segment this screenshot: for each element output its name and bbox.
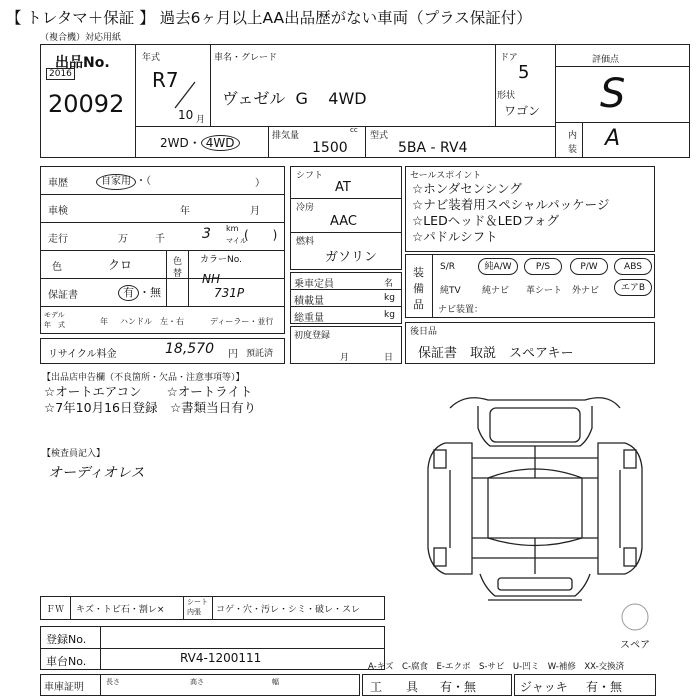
drivetrain [160, 134, 240, 151]
interior-label-2: 装 [568, 145, 578, 155]
equipment-navi-device: ナビ装置： [438, 305, 484, 315]
model-code-label: 型式 [370, 131, 389, 141]
equipment-label-1: 装 [413, 266, 424, 279]
cert-width: 幅 [272, 678, 279, 686]
equipment-sr: S/R [440, 262, 455, 272]
equipment-ps: P/S [524, 258, 562, 275]
car-label: 車名・グレード [214, 53, 278, 63]
history-private: 自家用 [96, 174, 136, 190]
ac-value: AAC [330, 214, 357, 229]
drivetrain-4wd: 4WD [201, 135, 240, 151]
load-unit: kg [384, 293, 395, 303]
capacity-unit: 名 [384, 279, 394, 289]
equipment-label-2: 備 [413, 282, 424, 295]
accessories-label: 後日品 [410, 327, 438, 337]
shift-value: AT [335, 180, 351, 195]
interior-value: A [605, 126, 621, 151]
history-value [96, 172, 151, 190]
color-no-label: カラーNo. [200, 255, 242, 265]
chassis-label: 車台No. [46, 655, 87, 668]
jack-value: 有・無 [586, 680, 623, 694]
damage-legend: A-キズ C-腐食 E-エクボ S-サビ U-凹ミ W-補修 XX-交換済 [368, 662, 625, 672]
spare-tire-icon [620, 602, 650, 632]
doors-label: ドア [500, 53, 518, 63]
equipment-navi: 純ナビ [482, 286, 510, 296]
chassis-value: RV4-1200111 [180, 651, 262, 665]
recycle-label: リサイクル料金 [48, 349, 117, 360]
lot-year-box: 2016 [46, 68, 75, 80]
car-name-text: ヴェゼル [222, 89, 286, 108]
sub-note: （複合機）対応用紙 [40, 33, 122, 43]
model-year-handle: ハンドル 左・右 [120, 317, 184, 326]
color-label: 色 [52, 262, 62, 273]
shape-label: 形状 [497, 91, 516, 101]
mileage-sen: 千 [155, 234, 165, 245]
capacity-label: 乗車定員 [294, 279, 334, 290]
warranty-value [118, 284, 161, 301]
history-sep: ・（ [136, 176, 151, 187]
car-drive: 4WD [328, 89, 367, 108]
equipment-leather: 革シート [526, 286, 563, 296]
registration-label: 登録No. [46, 633, 87, 646]
page-title: 【 トレタマ＋保証 】 過去6ヶ月以上AA出品歴がない車両（プラス保証付） [6, 9, 532, 27]
mileage-man: 万 [118, 234, 128, 245]
displacement-label: 排気量 [272, 131, 300, 141]
score-value: S [600, 71, 626, 117]
inspection-label: 車検 [48, 206, 68, 217]
gross-label: 総重量 [294, 313, 324, 324]
sales-point-item: ☆ホンダセンシング [412, 181, 522, 196]
sales-point-item: ☆パドルシフト [412, 229, 498, 244]
notes-line-2: ☆7年10月16日登録 ☆書類当日有り [44, 400, 257, 415]
equipment-label-3: 品 [413, 298, 424, 311]
displacement-value: 1500 [312, 140, 348, 156]
color-no-2: 731P [214, 286, 245, 300]
fw-seat-1: シート [187, 598, 208, 606]
fw-value: キズ・トビ石・割レ× [76, 605, 165, 615]
inspection-month: 月 [250, 206, 260, 217]
tools-value: 有・無 [440, 680, 477, 694]
warranty-label: 保証書 [48, 290, 78, 301]
fw-seat-2: 内張 [187, 608, 201, 616]
load-label: 積載量 [294, 296, 324, 307]
score-label: 評価点 [592, 55, 620, 65]
equipment-pw: P/W [570, 258, 608, 275]
lot-label: 出品No. [55, 55, 110, 71]
inspector-label: 【検査員記入】 [42, 449, 106, 459]
displacement-unit: cc [350, 126, 358, 134]
sales-point-item: ☆ナビ装着用スペシャルパッケージ [412, 197, 610, 212]
color-value: クロ [108, 258, 133, 272]
interior-label-1: 内 [568, 131, 578, 141]
equipment-abs: ABS [614, 258, 652, 275]
model-year-year: 年 [100, 317, 108, 326]
sales-points-label: セールスポイント [410, 171, 482, 181]
spare-label: スペア [620, 640, 650, 651]
mileage-mile: マイル [226, 237, 247, 245]
model-year-label-2: 年 式 [44, 321, 65, 329]
color-change-2: 替 [173, 269, 183, 279]
warranty-no: 無 [150, 286, 161, 299]
year-label: 年式 [142, 53, 161, 63]
inspector-handwriting: オーディオレス [48, 465, 145, 481]
gross-unit: kg [384, 310, 395, 320]
mileage-paren: ( ) [244, 228, 278, 242]
fuel-label: 燃料 [296, 237, 315, 247]
model-year-label-1: モデル [44, 311, 65, 319]
equipment-ext-navi: 外ナビ [572, 286, 600, 296]
first-reg-month: 月 [340, 353, 350, 363]
recycle-value: 18,570 [165, 341, 214, 357]
year-slash [170, 80, 200, 110]
model-code-value: 5BA - RV4 [398, 140, 468, 156]
recycle-unit: 円 [228, 349, 238, 360]
doors-value: 5 [518, 62, 530, 83]
equipment-alloy: 純A/W [478, 258, 518, 275]
cert-height: 高さ [190, 678, 204, 686]
cert-label: 車庫証明 [44, 682, 84, 693]
shift-label: シフト [296, 171, 324, 181]
sales-point-item: ☆LEDヘッド＆LEDフォグ [412, 213, 560, 228]
shape-value: ワゴン [504, 104, 541, 118]
mileage-value: 3 [202, 226, 211, 242]
ac-label: 冷房 [296, 203, 315, 213]
accessories-value: 保証書 取説 スペアキー [418, 346, 574, 361]
notes-label: 【出品店申告欄（不良箇所・欠品・注意事項等）】 [42, 373, 245, 383]
year-month-unit: 月 [196, 115, 206, 125]
year-month: 10 [178, 108, 194, 122]
drivetrain-2wd: 2WD [160, 136, 189, 150]
mileage-km: km [226, 224, 239, 233]
first-reg-day: 日 [384, 353, 394, 363]
tools-label: 工 具 [370, 680, 419, 694]
car-damage-diagram [410, 388, 660, 618]
recycle-note: 預託済 [246, 349, 274, 359]
year-era: R7 [152, 68, 179, 92]
fw-label: ＦＷ [46, 605, 65, 615]
lot-number: 20092 [48, 90, 125, 118]
notes-line-1: ☆オートエアコン ☆オートライト [44, 384, 253, 399]
color-no-1: NH [202, 272, 220, 286]
car-name [222, 86, 367, 109]
history-label: 車歴 [48, 178, 68, 189]
fuel-value: ガソリン [325, 250, 378, 265]
cert-length: 長さ [106, 678, 120, 686]
warranty-yes: 有 [118, 285, 139, 301]
history-close: ） [255, 178, 265, 189]
first-reg-label: 初度登録 [294, 331, 331, 341]
jack-label: ジャッキ [520, 680, 568, 694]
model-year-dealer: ディーラー・並行 [210, 317, 274, 326]
equipment-airbag: エアB [614, 279, 652, 296]
mileage-label: 走行 [48, 234, 68, 245]
car-grade: G [295, 89, 308, 108]
inspection-year: 年 [180, 206, 190, 217]
color-change-1: 色 [173, 257, 183, 267]
equipment-tv: 純TV [440, 286, 461, 296]
drivetrain-sep: ・ [188, 136, 201, 150]
fw-seat-value: コゲ・穴・汚レ・シミ・破レ・スレ [216, 605, 361, 615]
sales-points-list [412, 181, 609, 245]
warranty-sep: ・ [139, 286, 150, 299]
